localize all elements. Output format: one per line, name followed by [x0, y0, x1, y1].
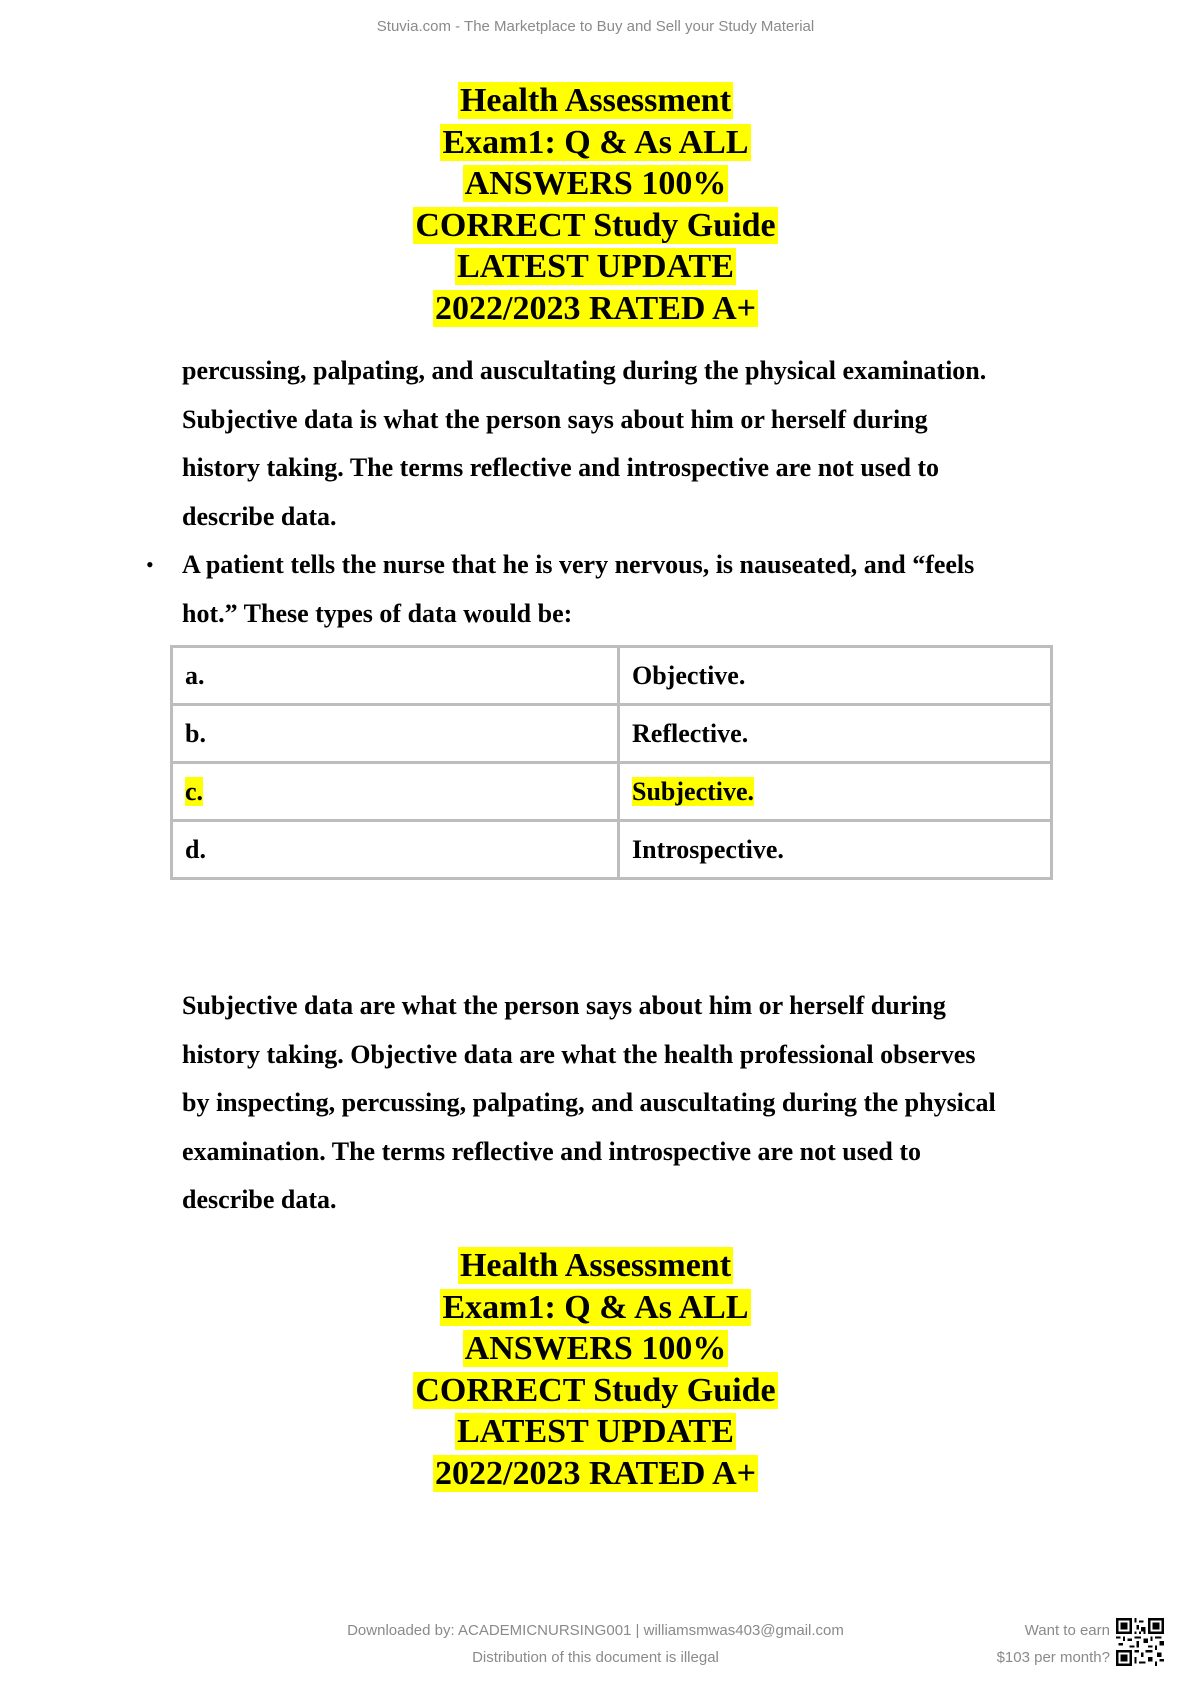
answer-letter: b. — [185, 718, 206, 748]
answer-row — [172, 705, 1052, 763]
answer-text: Introspective. — [632, 834, 784, 864]
qr-code-icon[interactable] — [1116, 1618, 1164, 1666]
answer-letter-cell — [172, 705, 619, 763]
answer-letter-highlighted: c. — [185, 776, 204, 806]
answer-letter-cell — [172, 821, 619, 879]
answer-text-cell — [619, 705, 1052, 763]
title-line: LATEST UPDATE — [457, 1413, 734, 1450]
document-title-top — [0, 80, 1191, 329]
answer-text-cell — [619, 647, 1052, 705]
paragraph-line: Subjective data is what the person says about him or herself during — [182, 404, 928, 434]
document-title-bottom — [0, 1245, 1191, 1494]
title-line: Exam1: Q & As ALL — [442, 123, 749, 161]
question-line: A patient tells the nurse that he is very nervous, is nauseated, and “feels — [182, 550, 975, 579]
earn-promo[interactable] — [975, 1622, 1110, 1676]
title-line: LATEST UPDATE — [457, 248, 734, 285]
bullet-icon: • — [146, 552, 154, 577]
answer-row — [172, 647, 1052, 705]
paragraph-line: describe data. — [182, 1185, 337, 1214]
answer-text-cell — [619, 763, 1052, 821]
stuvia-banner: Stuvia.com - The Marketplace to Buy and Sell your Study Material — [376, 18, 815, 35]
title-line: 2022/2023 RATED A+ — [435, 1454, 756, 1492]
answer-text-cell — [619, 821, 1052, 879]
answer-row-correct — [172, 763, 1052, 821]
answer-text-highlighted: Subjective. — [632, 776, 755, 806]
title-line: ANSWERS 100% — [464, 165, 727, 202]
answer-row — [172, 821, 1052, 879]
title-line: Exam1: Q & As ALL — [442, 1288, 749, 1326]
paragraph-line: percussing, palpating, and auscultating during the physical examination. — [182, 356, 987, 385]
paragraph-line: by inspecting, percussing, palpating, and auscultating during the physical — [182, 1088, 996, 1117]
question-item — [140, 541, 1090, 638]
rationale-paragraph-2 — [182, 982, 1082, 1225]
earn-promo-line[interactable]: Want to earn — [1024, 1622, 1110, 1639]
paragraph-line: Subjective data are what the person says about him or herself during — [182, 991, 946, 1020]
answer-letter-cell — [172, 647, 619, 705]
title-line: 2022/2023 RATED A+ — [435, 289, 756, 327]
answer-letter: d. — [185, 834, 206, 864]
paragraph-line: history taking. The terms reflective and introspective are not used to — [182, 453, 940, 482]
answer-options-table — [170, 645, 1053, 880]
title-line: CORRECT Study Guide — [415, 1371, 776, 1409]
answer-text: Objective. — [632, 660, 746, 690]
earn-promo-line[interactable]: $103 per month? — [996, 1649, 1110, 1666]
paragraph-line: describe data. — [182, 501, 337, 531]
rationale-paragraph-1 — [182, 347, 1082, 541]
title-line: Health Assessment — [459, 82, 732, 119]
paragraph-line: history taking. Objective data are what the health professional observes — [182, 1039, 976, 1069]
title-line: ANSWERS 100% — [464, 1330, 727, 1367]
answer-text: Reflective. — [632, 718, 749, 748]
distribution-notice: Distribution of this document is illegal — [472, 1649, 719, 1666]
downloaded-by-text: Downloaded by: ACADEMICNURSING001 | williamsmwas403@gmail.com — [347, 1622, 844, 1639]
question-text — [182, 541, 1090, 638]
answer-letter: a. — [185, 660, 205, 690]
paragraph-line: examination. The terms reflective and introspective are not used to — [182, 1136, 921, 1166]
question-line: hot.” These types of data would be: — [182, 598, 573, 628]
title-line: CORRECT Study Guide — [415, 206, 776, 244]
answer-letter-cell — [172, 763, 619, 821]
title-line: Health Assessment — [459, 1247, 732, 1284]
